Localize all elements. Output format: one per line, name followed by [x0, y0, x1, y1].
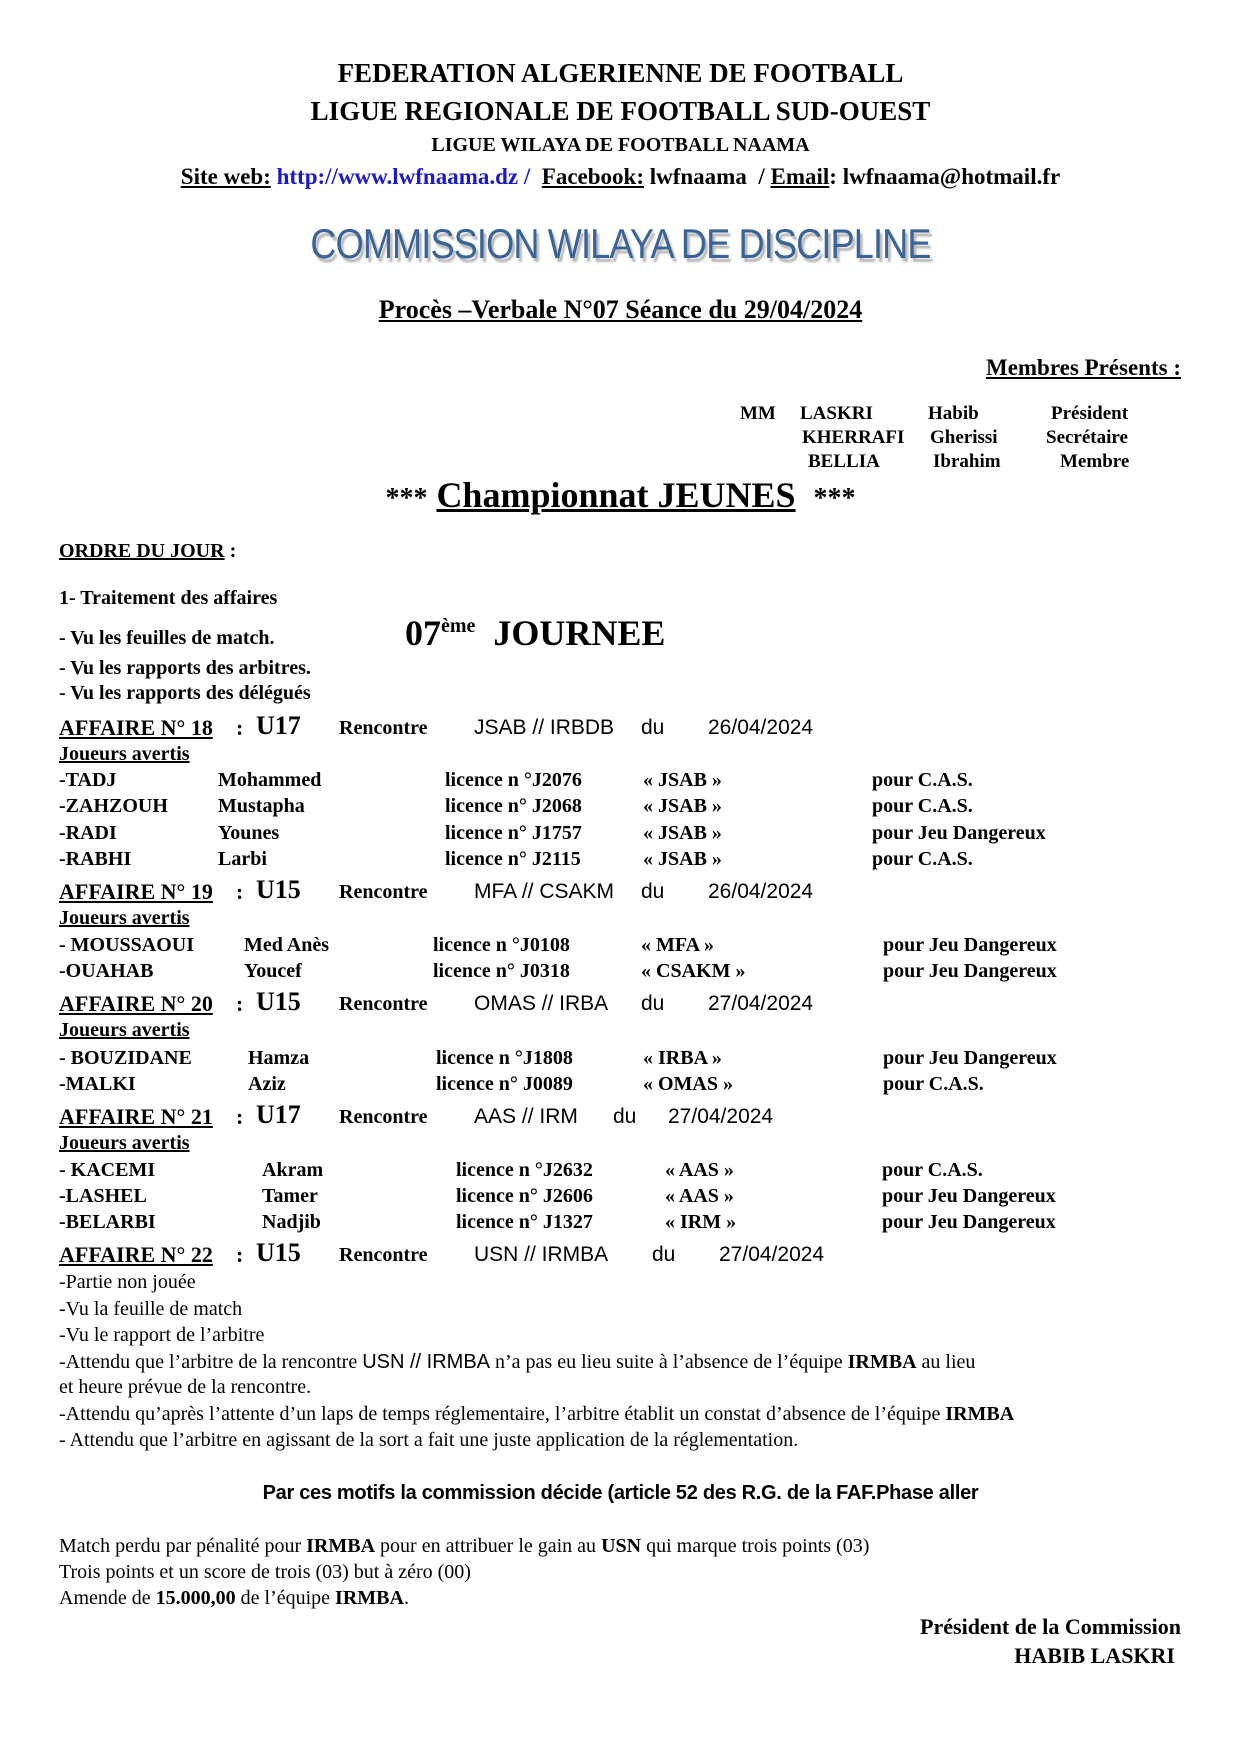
member-last: LASKRI [800, 403, 873, 424]
player-name: -ZAHZOUH [59, 795, 168, 817]
affaire-colon: : [236, 1104, 244, 1129]
agenda-colon: : [224, 540, 237, 562]
league-title: LIGUE REGIONALE DE FOOTBALL SUD-OUEST [310, 96, 931, 126]
text-line: -Partie non jouée [59, 1271, 196, 1293]
text: Match perdu par pénalité pour [59, 1535, 307, 1557]
du-label: du [641, 992, 665, 1015]
du-label: du [652, 1243, 676, 1266]
member-first: Habib [928, 403, 979, 424]
stars: *** [385, 483, 428, 514]
player-firstname: Mustapha [218, 795, 305, 817]
player-name: -BELARBI [59, 1211, 156, 1233]
match-teams: MFA // CSAKM [474, 880, 615, 903]
player-name: -LASHEL [59, 1185, 147, 1207]
player-name: -MALKI [59, 1073, 136, 1095]
members-title: Membres Présents : [985, 355, 1181, 380]
member-role: Secrétaire [1046, 427, 1128, 448]
match-date: 27/04/2024 [668, 1105, 774, 1128]
player-club: « JSAB » [643, 795, 722, 817]
affaire-label: AFFAIRE N° 20 [59, 991, 213, 1016]
sanction-reason: pour C.A.S. [872, 795, 973, 817]
player-licence: licence n° J1327 [456, 1211, 593, 1233]
player-club: « JSAB » [643, 769, 722, 791]
member-role: Président [1051, 403, 1129, 424]
players-title: Joueurs avertis [59, 1019, 190, 1041]
player-firstname: Tamer [262, 1185, 318, 1207]
match-teams: OMAS // IRBA [474, 992, 609, 1015]
player-name: - MOUSSAOUI [59, 934, 195, 956]
sanction-reason: pour Jeu Dangereux [882, 1185, 1056, 1207]
separator: / [758, 164, 765, 189]
affaire-category: U17 [256, 1100, 301, 1129]
rencontre-label: Rencontre [339, 1244, 428, 1266]
championship-heading [0, 474, 1241, 516]
player-licence: licence n° J0089 [436, 1073, 573, 1095]
player-firstname: Aziz [248, 1073, 286, 1095]
agenda-item: - Vu les rapports des délégués [59, 682, 311, 704]
affaire-label: AFFAIRE N° 18 [59, 715, 213, 740]
match-teams: USN // IRMBA [474, 1243, 609, 1266]
du-label: du [641, 880, 665, 903]
facebook-label: Facebook: [541, 164, 644, 189]
rencontre-label: Rencontre [339, 717, 428, 739]
sanction-reason: pour C.A.S. [872, 848, 973, 870]
player-name: -RABHI [59, 848, 132, 870]
player-licence: licence n° J2068 [445, 795, 582, 817]
text: -Attendu que l’arbitre de la rencontre [59, 1351, 363, 1373]
player-firstname: Akram [262, 1159, 324, 1181]
rencontre-label: Rencontre [339, 1106, 428, 1128]
member-first: Ibrahim [933, 451, 1001, 472]
player-firstname: Hamza [248, 1047, 310, 1069]
affaire-category: U15 [256, 1238, 301, 1267]
du-label: du [613, 1105, 637, 1128]
text-line: et heure prévue de la rencontre. [59, 1376, 312, 1398]
player-firstname: Youcef [244, 960, 302, 982]
commission-title: COMMISSION WILAYA DE DISCIPLINE [310, 220, 931, 267]
player-club: « JSAB » [643, 848, 722, 870]
player-firstname: Mohammed [218, 769, 322, 791]
sanction-reason: pour C.A.S. [883, 1073, 984, 1095]
affaire-colon: : [236, 991, 244, 1016]
sanction-reason: pour Jeu Dangereux [872, 822, 1046, 844]
affaire-colon: : [236, 879, 244, 904]
email-value: : lwfnaama@hotmail.fr [829, 164, 1061, 189]
sanction-reason: pour Jeu Dangereux [882, 1211, 1056, 1233]
affaire-colon: : [236, 1242, 244, 1267]
journee-label: JOURNEE [493, 613, 666, 653]
player-licence: licence n° J0318 [433, 960, 570, 982]
player-firstname: Med Anès [244, 934, 329, 956]
player-name: - KACEMI [59, 1159, 156, 1181]
site-label: Site web: [180, 164, 271, 189]
wilaya-league-title: LIGUE WILAYA DE FOOTBALL NAAMA [431, 134, 810, 156]
member-first: Gherissi [930, 427, 998, 448]
agenda-heading [59, 540, 236, 563]
text-line: -Vu la feuille de match [59, 1298, 243, 1320]
player-licence: licence n° J2606 [456, 1185, 593, 1207]
signature-name: HABIB LASKRI [1014, 1643, 1175, 1668]
player-name: -OUAHAB [59, 960, 154, 982]
text: n’a pas eu lieu suite à l’absence de l’équipe [490, 1351, 848, 1373]
mm-label: MM [740, 403, 776, 424]
player-club: « JSAB » [643, 822, 722, 844]
match-teams: JSAB // IRBDB [474, 716, 615, 739]
text-line: - Attendu que l’arbitre en agissant de la sort a fait une juste application de la réglementation. [59, 1429, 799, 1451]
player-club: « IRBA » [643, 1047, 722, 1069]
decision-line [59, 1535, 869, 1558]
affaire-label: AFFAIRE N° 22 [59, 1242, 213, 1267]
stars: *** [813, 483, 856, 514]
text: -Attendu qu’après l’attente d’un laps de temps réglementaire, l’arbitre établit un constat d’absence de l’équipe [59, 1403, 946, 1425]
affaire-category: U15 [256, 875, 301, 904]
site-link[interactable]: http://www.lwfnaama.dz / [276, 164, 531, 189]
affaire-category: U17 [256, 711, 301, 740]
players-title: Joueurs avertis [59, 907, 190, 929]
match-date: 26/04/2024 [708, 880, 814, 903]
affaire-category: U15 [256, 987, 301, 1016]
member-last: KHERRAFI [802, 427, 905, 448]
player-licence: licence n °J2632 [456, 1159, 593, 1181]
match-teams: AAS // IRM [474, 1105, 578, 1128]
signature-title: Président de la Commission [920, 1614, 1181, 1639]
decision-line: Trois points et un score de trois (03) but à zéro (00) [59, 1561, 471, 1583]
player-name: -TADJ [59, 769, 117, 791]
text-line: -Vu le rapport de l’arbitre [59, 1324, 265, 1346]
sanction-reason: pour Jeu Dangereux [883, 960, 1057, 982]
email-label: Email [770, 164, 830, 189]
player-club: « MFA » [641, 934, 714, 956]
player-club: « CSAKM » [641, 960, 746, 982]
member-role: Membre [1060, 451, 1130, 472]
text: de l’équipe [235, 1587, 336, 1609]
players-title: Joueurs avertis [59, 743, 190, 765]
player-name: -RADI [59, 822, 117, 844]
facebook-value: lwfnaama [649, 164, 747, 189]
text: IRMBA [335, 1587, 404, 1609]
journee-sup: ème [441, 615, 476, 637]
member-last: BELLIA [808, 451, 880, 472]
sanction-reason: pour Jeu Dangereux [883, 934, 1057, 956]
text: qui marque trois points (03) [641, 1535, 870, 1557]
player-licence: licence n° J1757 [445, 822, 582, 844]
player-club: « AAS » [665, 1159, 734, 1181]
text: pour en attribuer le gain au [375, 1535, 602, 1557]
player-licence: licence n °J0108 [433, 934, 570, 956]
agenda-title: ORDRE DU JOUR [59, 540, 225, 562]
contact-line [0, 164, 1241, 190]
sanction-reason: pour C.A.S. [872, 769, 973, 791]
affaire-colon: : [236, 715, 244, 740]
team-bold: IRMBA [847, 1351, 917, 1373]
pv-title: Procès –Verbale N°07 Séance du 29/04/2024 [378, 295, 863, 324]
federation-title: FEDERATION ALGERIENNE DE FOOTBALL [337, 58, 904, 88]
player-club: « OMAS » [643, 1073, 733, 1095]
text: IRMBA [306, 1535, 376, 1557]
agenda-item: - Vu les rapports des arbitres. [59, 657, 311, 679]
text: Amende de [59, 1587, 156, 1609]
affaire-label: AFFAIRE N° 21 [59, 1104, 213, 1129]
text: 15.000,00 [155, 1587, 236, 1609]
players-title: Joueurs avertis [59, 1132, 190, 1154]
player-name: - BOUZIDANE [59, 1047, 192, 1069]
du-label: du [641, 716, 665, 739]
sanction-reason: pour Jeu Dangereux [883, 1047, 1057, 1069]
match-date: 27/04/2024 [719, 1243, 825, 1266]
sanction-reason: pour C.A.S. [882, 1159, 983, 1181]
decision-motifs: Par ces motifs la commission décide (article 52 des R.G. de la FAF.Phase aller [262, 1482, 979, 1504]
player-licence: licence n °J1808 [436, 1047, 573, 1069]
player-licence: licence n °J2076 [445, 769, 582, 791]
rencontre-label: Rencontre [339, 881, 428, 903]
text-line [59, 1403, 1014, 1426]
text: USN [601, 1535, 642, 1557]
decision-line [59, 1587, 409, 1610]
player-firstname: Nadjib [262, 1211, 321, 1233]
team-bold: IRMBA [945, 1403, 1015, 1425]
journee-number: 07 [405, 613, 441, 653]
text: au lieu [916, 1351, 976, 1373]
text-line [59, 1351, 975, 1374]
player-club: « IRM » [665, 1211, 737, 1233]
agenda-item: 1- Traitement des affaires [59, 587, 278, 609]
player-firstname: Younes [218, 822, 280, 844]
journee-heading [405, 612, 665, 654]
player-firstname: Larbi [218, 848, 267, 870]
match-date: 26/04/2024 [708, 716, 814, 739]
player-club: « AAS » [665, 1185, 734, 1207]
text: . [403, 1587, 409, 1609]
rencontre-label: Rencontre [339, 993, 428, 1015]
match-date: 27/04/2024 [708, 992, 814, 1015]
championship-title: Championnat JEUNES [436, 475, 796, 515]
player-licence: licence n° J2115 [445, 848, 581, 870]
agenda-item: - Vu les feuilles de match. [59, 627, 275, 649]
teams: USN // IRMBA [362, 1351, 490, 1373]
affaire-label: AFFAIRE N° 19 [59, 879, 213, 904]
